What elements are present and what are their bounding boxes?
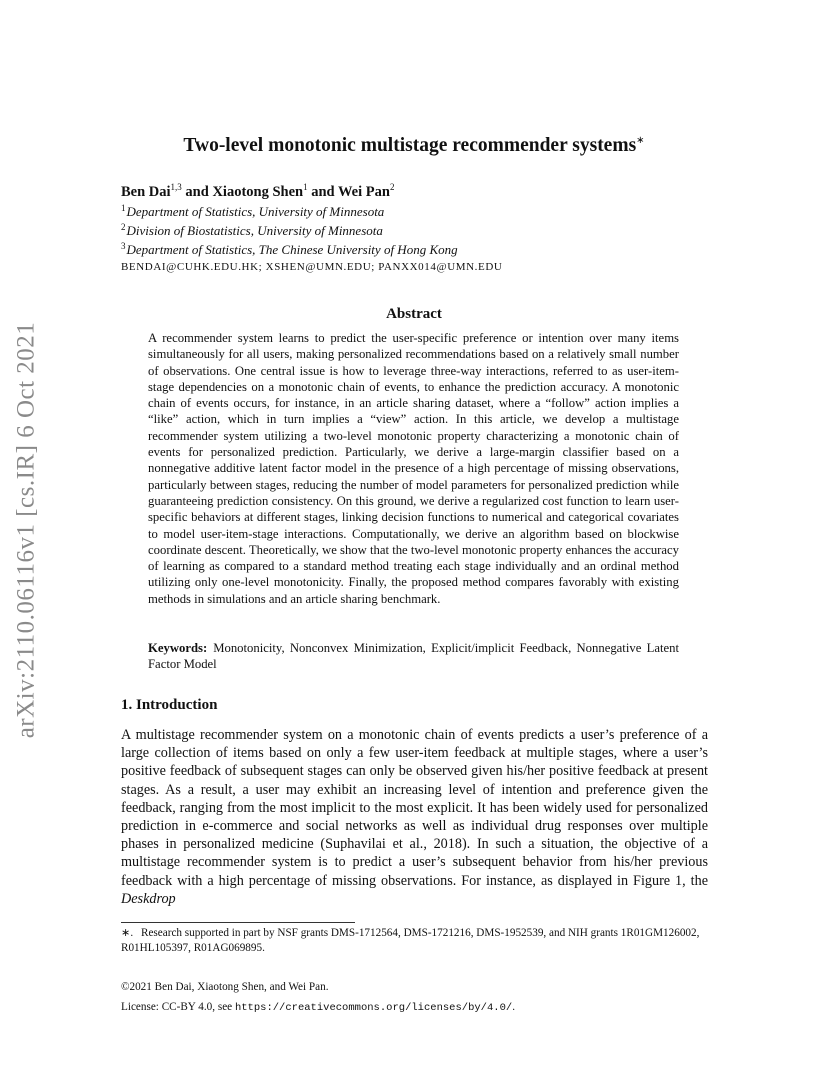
affiliation-number: 2 xyxy=(121,222,126,232)
affiliation-text: Department of Statistics, University of Minnesota xyxy=(126,204,385,219)
author-name: Wei Pan xyxy=(337,184,390,200)
license-line xyxy=(121,1001,515,1014)
introduction-paragraph xyxy=(121,726,708,908)
license-prefix: License: CC-BY 4.0, see xyxy=(121,1001,235,1013)
keywords-text: Monotonicity, Nonconvex Minimization, Explicit/implicit Feedback, Nonnegative Latent Factor Model xyxy=(148,641,679,672)
license-link[interactable]: https://creativecommons.org/licenses/by/4.0/ xyxy=(234,1002,513,1014)
author-line xyxy=(121,182,394,201)
author-affiliation-mark: 1,3 xyxy=(170,182,182,192)
author-emails: BENDAI@CUHK.EDU.HK; XSHEN@UMN.EDU; PANXX014@UMN.EDU xyxy=(121,261,503,273)
footnote-text: Research supported in part by NSF grants DMS-1712564, DMS-1721216, DMS-1952539, and NIH grants 1R01GM126002, R01HL105397, R01AG069895. xyxy=(121,927,700,954)
arxiv-identifier-stamp xyxy=(0,310,52,750)
author-name: Xiaotong Shen xyxy=(212,184,304,200)
funding-footnote xyxy=(121,926,708,956)
author-affiliation-mark: 1 xyxy=(303,182,308,192)
abstract-heading: Abstract xyxy=(386,306,442,322)
arxiv-identifier-text: arXiv:2110.06116v1 [cs.IR] 6 Oct 2021 xyxy=(12,321,39,739)
footnote-mark: ∗. xyxy=(121,927,134,939)
affiliation-number: 1 xyxy=(121,203,126,213)
affiliation-text: Department of Statistics, The Chinese University of Hong Kong xyxy=(126,242,458,257)
abstract-body: A recommender system learns to predict the user-specific preference or intention over many items simultaneously for all users, making personalized recommendations based on a relatively small number of observations. One central issue is how to leverage three-way interactions, referred to as user-item-stage dependencies on a monotonic chain of events, to enhance the prediction accuracy. A monotonic chain of events occurs, for instance, in an article sharing dataset, where a “follow” action implies a “like” action, which in turn implies a “view” action. In this article, we develop a multistage recommender system utilizing a two-level monotonic property characterizing a monotonic chain of events for personalized prediction. Particularly, we derive a large-margin classifier based on a nonnegative additive latent factor model in the presence of a high percentage of missing observations, particularly between stages, reducing the number of model parameters for personalized prediction while guaranteeing prediction consistency. On this ground, we derive a regularized cost function to learn user-specific behaviors at different stages, linking decision functions to numerical and categorical covariates to model user-item-stage interactions. Computationally, we derive an algorithm based on blockwise coordinate descent. Theoretically, we show that the two-level monotonic property enhances the accuracy of learning as compared to a standard method treating each stage individually and an ordinal method utilizing only one-level monotonicity. Finally, the proposed method compares favorably with existing methods in simulations and an article sharing benchmark. xyxy=(148,331,679,606)
author-separator: and xyxy=(181,184,213,200)
paper-title-text: Two-level monotonic multistage recommender systems xyxy=(183,135,637,156)
affiliation-3 xyxy=(121,241,458,258)
copyright-line: ©2021 Ben Dai, Xiaotong Shen, and Wei Pan. xyxy=(121,981,329,993)
affiliation-1 xyxy=(121,203,384,220)
footnote-divider xyxy=(121,922,355,923)
section-heading-introduction: 1. Introduction xyxy=(121,697,218,713)
keywords-label: Keywords: xyxy=(148,641,208,655)
affiliation-number: 3 xyxy=(121,241,126,251)
author-name: Ben Dai xyxy=(121,184,171,200)
paper-title xyxy=(0,135,828,157)
affiliation-text: Division of Biostatistics, University of Minnesota xyxy=(126,223,383,238)
affiliation-2 xyxy=(121,222,383,239)
introduction-italic-term: Deskdrop xyxy=(121,890,176,907)
title-footnote-mark: ∗ xyxy=(636,135,645,146)
author-separator: and xyxy=(307,184,338,200)
keywords-line xyxy=(148,640,679,673)
license-suffix: . xyxy=(512,1001,515,1013)
introduction-text: A multistage recommender system on a monotonic chain of events predicts a user’s preference of a large collection of items based on only a few user-item feedback at multiple stages, where a user’s positive feedback of subsequent stages can only be observed given his/her positive feedback at present stages. As a result, a user may exhibit an increasing level of intention and preference given the feedback, ranging from the most implicit to the most explicit. It has been widely used for personalized prediction in e-commerce and social networks as well as individual drug responses over multiple phases in personalized medicine (Suphavilai et al., 2018). In such a situation, the objective of a multistage recommender system is to predict a user’s subsequent behavior from his/her previous feedback with a high percentage of missing observations. For instance, as displayed in Figure 1, the xyxy=(121,727,708,889)
author-affiliation-mark: 2 xyxy=(389,182,395,192)
